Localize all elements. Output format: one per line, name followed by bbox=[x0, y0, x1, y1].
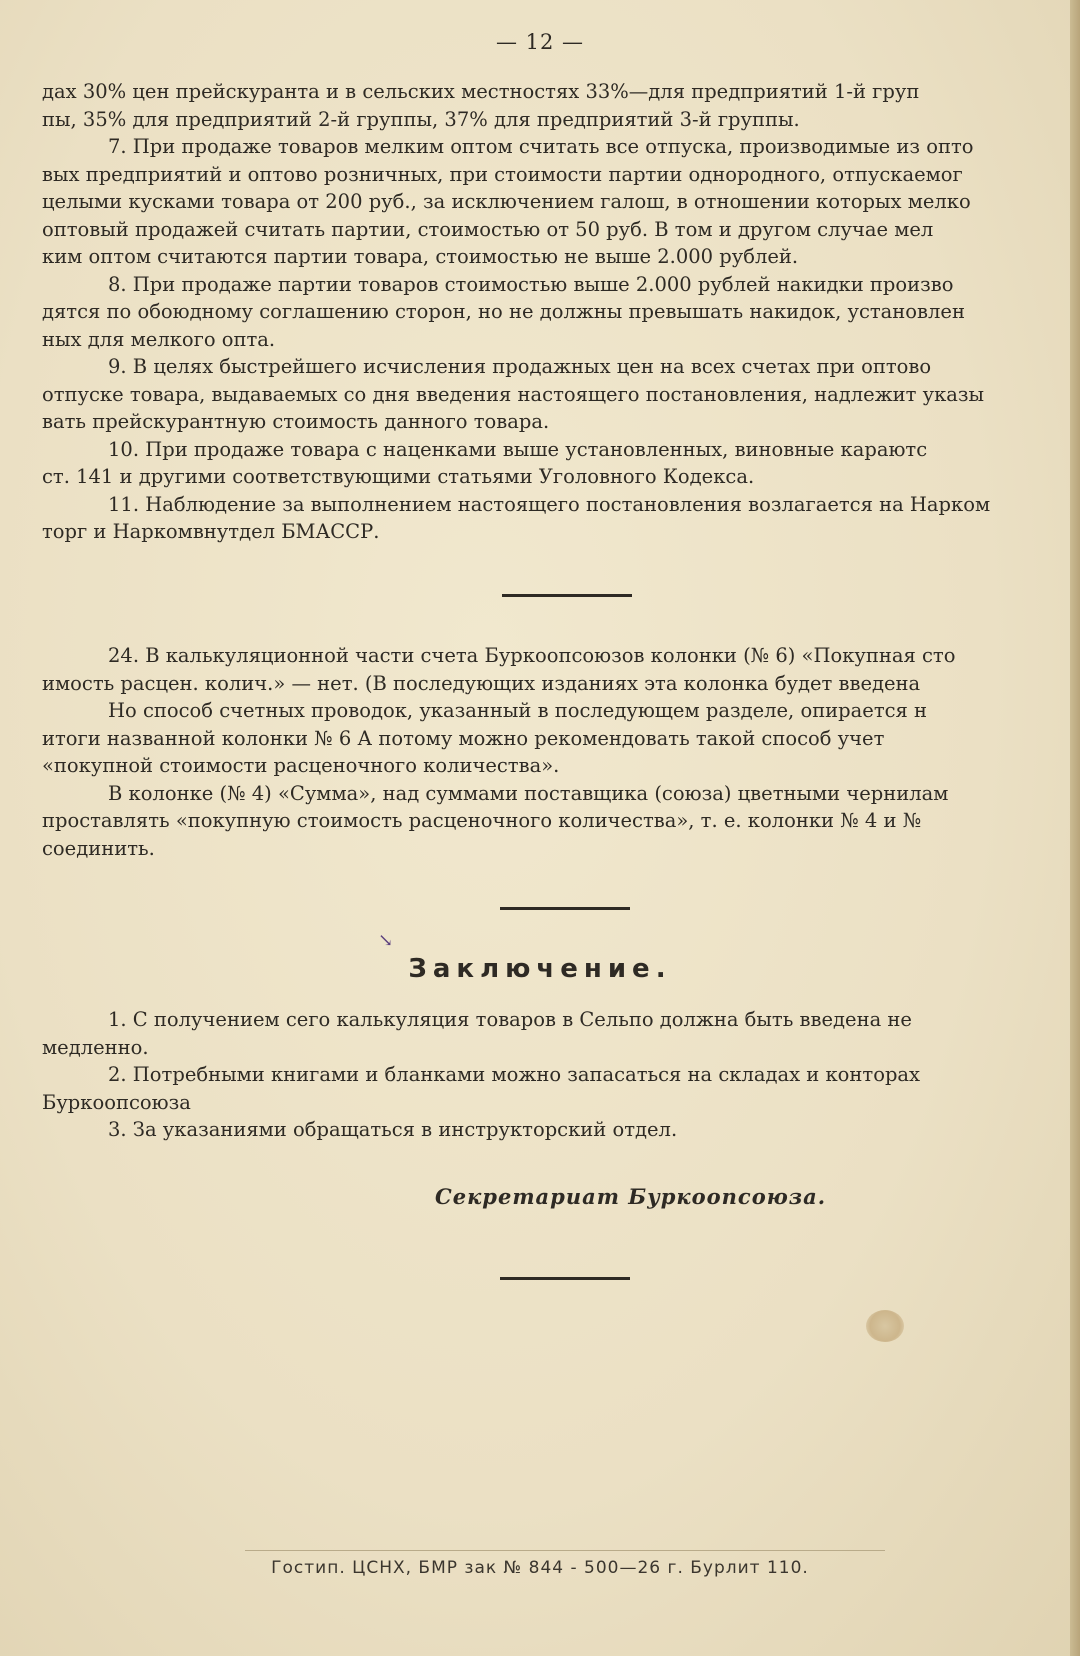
paragraph-8: 8. При продаже партии товаров стоимостью выше 2.000 рублей накидки произво bbox=[108, 272, 954, 296]
signature: Секретариат Буркоопсоюза. bbox=[435, 1184, 827, 1209]
text-line: соединить. bbox=[42, 836, 155, 860]
section-divider bbox=[500, 1277, 630, 1280]
conclusion-item-3: 3. За указаниями обращаться в инструкторский отдел. bbox=[108, 1118, 678, 1141]
text-line: Буркоопсоюза bbox=[42, 1090, 191, 1114]
text-line: оптовый продажей считать партии, стоимостью от 50 руб. В том и другом случае мел bbox=[42, 217, 934, 241]
ink-mark: ↘ bbox=[378, 930, 394, 951]
text-line: ных для мелкого опта. bbox=[42, 327, 276, 351]
text-line: «покупной стоимости расценочного количества». bbox=[42, 754, 560, 777]
paragraph-7: 7. При продаже товаров мелким оптом считать все отпуска, производимые из опто bbox=[108, 135, 974, 158]
text-line: ст. 141 и другими соответствующими статьями Уголовного Кодекса. bbox=[42, 465, 755, 488]
note-24-text bbox=[42, 642, 1070, 862]
text-line: проставлять «покупную стоимость расценочного количества», т. е. колонки № 4 и № bbox=[42, 809, 922, 832]
text-line: дятся по обоюдному соглашению сторон, но не должны превышать накидок, установлен bbox=[42, 300, 965, 323]
section-divider bbox=[500, 907, 630, 910]
paragraph-11: 11. Наблюдение за выполнением настоящего постановления возлагается на Нарком bbox=[108, 492, 991, 516]
conclusion-text bbox=[42, 1006, 1070, 1144]
text-line: медленно. bbox=[42, 1035, 149, 1059]
text-line: пы, 35% для предприятий 2-й группы, 37% для предприятий 3-й группы. bbox=[42, 107, 800, 131]
text-line: целыми кусками товара от 200 руб., за исключением галош, в отношении которых мелко bbox=[42, 190, 971, 213]
paragraph-24: 24. В калькуляционной части счета Буркоопсоюзов колонки (№ 6) «Покупная сто bbox=[108, 644, 956, 667]
paragraph-10: 10. При продаже товара с наценками выше установленных, виновные караютс bbox=[108, 437, 928, 461]
section-divider bbox=[502, 594, 632, 597]
regulation-text bbox=[42, 78, 1070, 546]
text-line: отпуске товара, выдаваемых со дня введения настоящего постановления, надлежит указы bbox=[42, 382, 985, 406]
conclusion-item-2: 2. Потребными книгами и бланками можно запасаться на складах и конторах bbox=[108, 1063, 921, 1086]
paper-stain bbox=[866, 1310, 904, 1342]
text-line: дах 30% цен прейскуранта и в сельских местностях 33%—для предприятий 1-й груп bbox=[42, 80, 920, 103]
imprint-rule bbox=[245, 1550, 885, 1551]
paragraph-9: 9. В целях быстрейшего исчисления продажных цен на всех счетах при оптово bbox=[108, 355, 932, 378]
text-line: Но способ счетных проводок, указанный в последующем разделе, опирается н bbox=[108, 699, 928, 722]
text-line: торг и Наркомвнутдел БМАССР. bbox=[42, 520, 380, 543]
text-line: ким оптом считаются партии товара, стоимостью не выше 2.000 рублей. bbox=[42, 245, 799, 268]
text-line: вых предприятий и оптово розничных, при стоимости партии однородного, отпускаемог bbox=[42, 162, 963, 186]
text-line: имость расцен. колич.» — нет. (В последующих изданиях эта колонка будет введена bbox=[42, 671, 921, 695]
page-edge bbox=[1070, 0, 1080, 1656]
page-number: — 12 — bbox=[495, 30, 585, 54]
text-line: В колонке (№ 4) «Сумма», над суммами поставщика (союза) цветными чернилам bbox=[108, 781, 949, 805]
text-line: итоги названной колонки № 6 А потому можно рекомендовать такой способ учет bbox=[42, 726, 885, 750]
conclusion-item-1: 1. С получением сего калькуляция товаров в Сельпо должна быть введена не bbox=[108, 1008, 912, 1031]
text-line: вать прейскурантную стоимость данного товара. bbox=[42, 410, 550, 433]
conclusion-heading: Заключение. bbox=[408, 954, 672, 984]
printer-imprint: Гостип. ЦСНХ, БМР зак № 844 - 500—26 г. Бурлит 110. bbox=[271, 1558, 809, 1578]
